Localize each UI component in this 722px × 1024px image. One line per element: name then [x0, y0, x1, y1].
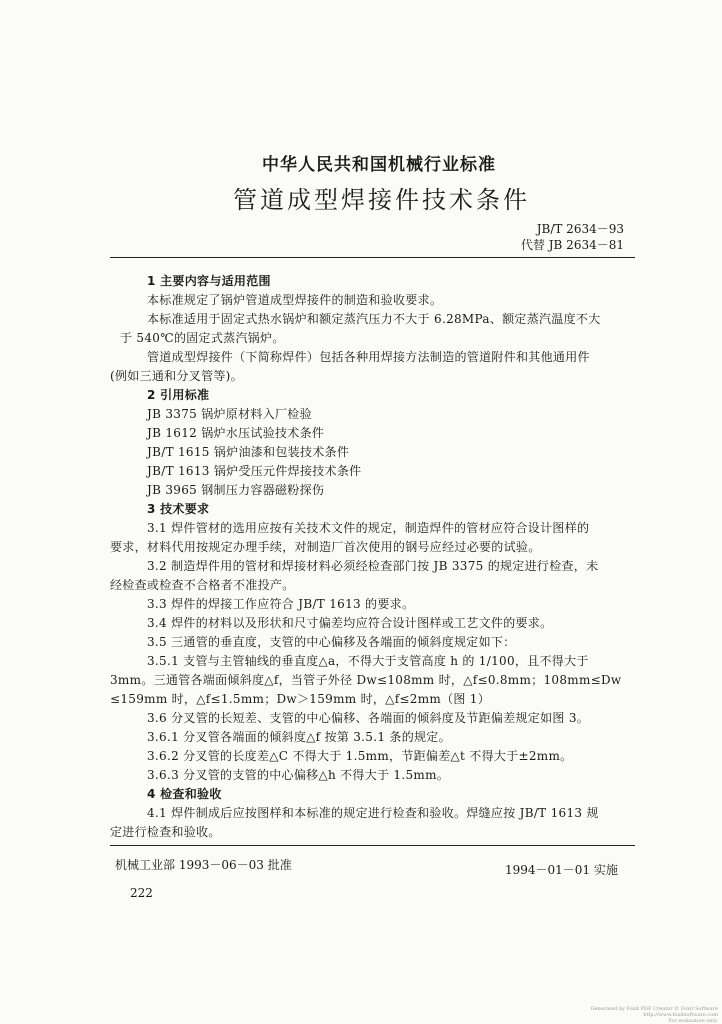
- section-heading: 2 引用标准: [147, 388, 210, 402]
- watermark-line: http://www.foxitsoftware.com: [643, 1012, 718, 1018]
- paragraph-line: 3.6.1 分叉管各端面的倾斜度△f 按第 3.5.1 条的规定。: [147, 730, 451, 744]
- watermark-line: For evaluation only.: [668, 1018, 718, 1024]
- paragraph-line: 3.6 分叉管的长短差、支管的中心偏移、各端面的倾斜度及节距偏差规定如图 3。: [147, 711, 590, 725]
- standard-type: 中华人民共和国机械行业标准: [262, 155, 496, 175]
- paragraph-line: 经检查或检查不合格者不准投产。: [110, 578, 295, 592]
- approval-date: 机械工业部 1993－06－03 批准: [115, 858, 292, 872]
- section-heading: 3 技术要求: [147, 502, 210, 516]
- paragraph-line: 管道成型焊接件（下简称焊件）包括各种用焊接方法制造的管道附件和其他通用件: [147, 350, 590, 364]
- reference-item: JB 3965 钢制压力容器磁粉探伤: [147, 483, 325, 497]
- paragraph-line: (例如三通和分叉管等)。: [110, 369, 243, 383]
- watermark-line: Generated by Foxit PDF Creator © Foxit Software: [590, 1006, 718, 1012]
- paragraph-line: 3.3 焊件的焊接工作应符合 JB/T 1613 的要求。: [147, 597, 415, 611]
- paragraph-line: 本标准适用于固定式热水锅炉和额定蒸汽压力不大于 6.28MPa、额定蒸汽温度不大: [147, 312, 601, 326]
- reference-item: JB 1612 锅炉水压试验技术条件: [147, 426, 325, 440]
- paragraph-line: 于 540℃的固定式蒸汽锅炉。: [120, 331, 285, 345]
- paragraph-line: 3.6.2 分叉管的长度差△C 不得大于 1.5mm，节距偏差△t 不得大于±2mm。: [147, 749, 573, 763]
- reference-item: JB 3375 锅炉原材料入厂检验: [147, 407, 312, 421]
- reference-item: JB/T 1613 锅炉受压元件焊接技术条件: [147, 464, 362, 478]
- watermark: [591, 1006, 718, 1024]
- paragraph-line: 3.5 三通管的垂直度，支管的中心偏移及各端面的倾斜度规定如下：: [147, 635, 516, 649]
- paragraph-line: 3.2 制造焊件用的管材和焊接材料必须经检查部门按 JB 3375 的规定进行检查，未: [147, 559, 599, 573]
- reference-item: JB/T 1615 锅炉油漆和包装技术条件: [147, 445, 350, 459]
- paragraph-line: 3.5.1 支管与主管轴线的垂直度△a，不得大于支管高度 h 的 1/100，且不得大于: [147, 654, 589, 668]
- section-heading: 4 检查和验收: [147, 787, 222, 801]
- effective-date: 1994－01－01 实施: [505, 863, 618, 877]
- paragraph-line: 3.1 焊件管材的选用应按有关技术文件的规定，制造焊件的管材应符合设计图样的: [147, 521, 590, 535]
- paragraph-line: 本标准规定了锅炉管道成型焊接件的制造和验收要求。: [147, 293, 443, 307]
- footer-rule: [110, 845, 635, 846]
- paragraph-line: 4.1 焊件制成后应按图样和本标准的规定进行检查和验收。焊缝应按 JB/T 1613 规: [147, 806, 599, 820]
- replaces-code: 代替 JB 2634－81: [520, 238, 624, 252]
- paragraph-line: 3mm。三通管各端面倾斜度△f，当管子外径 Dw≤108mm 时，△f≤0.8mm；108mm≤Dw: [110, 673, 622, 687]
- paragraph-line: 要求，材料代用按规定办理手续，对制造厂首次使用的钢号应经过必要的试验。: [110, 540, 541, 554]
- header-rule: [110, 257, 635, 258]
- section-heading: 1 主要内容与适用范围: [147, 274, 271, 288]
- page-number: 222: [130, 886, 153, 900]
- paragraph-line: ≤159mm 时，△f≤1.5mm；Dw＞159mm 时，△f≤2mm（图 1）: [110, 692, 491, 706]
- paragraph-line: 3.4 焊件的材料以及形状和尺寸偏差均应符合设计图样或工艺文件的要求。: [147, 616, 553, 630]
- document-title: 管道成型焊接件技术条件: [233, 186, 530, 214]
- standard-code: JB/T 2634－93: [536, 222, 624, 236]
- paragraph-line: 定进行检查和验收。: [110, 825, 221, 839]
- paragraph-line: 3.6.3 分叉管的支管的中心偏移△h 不得大于 1.5mm。: [147, 768, 450, 782]
